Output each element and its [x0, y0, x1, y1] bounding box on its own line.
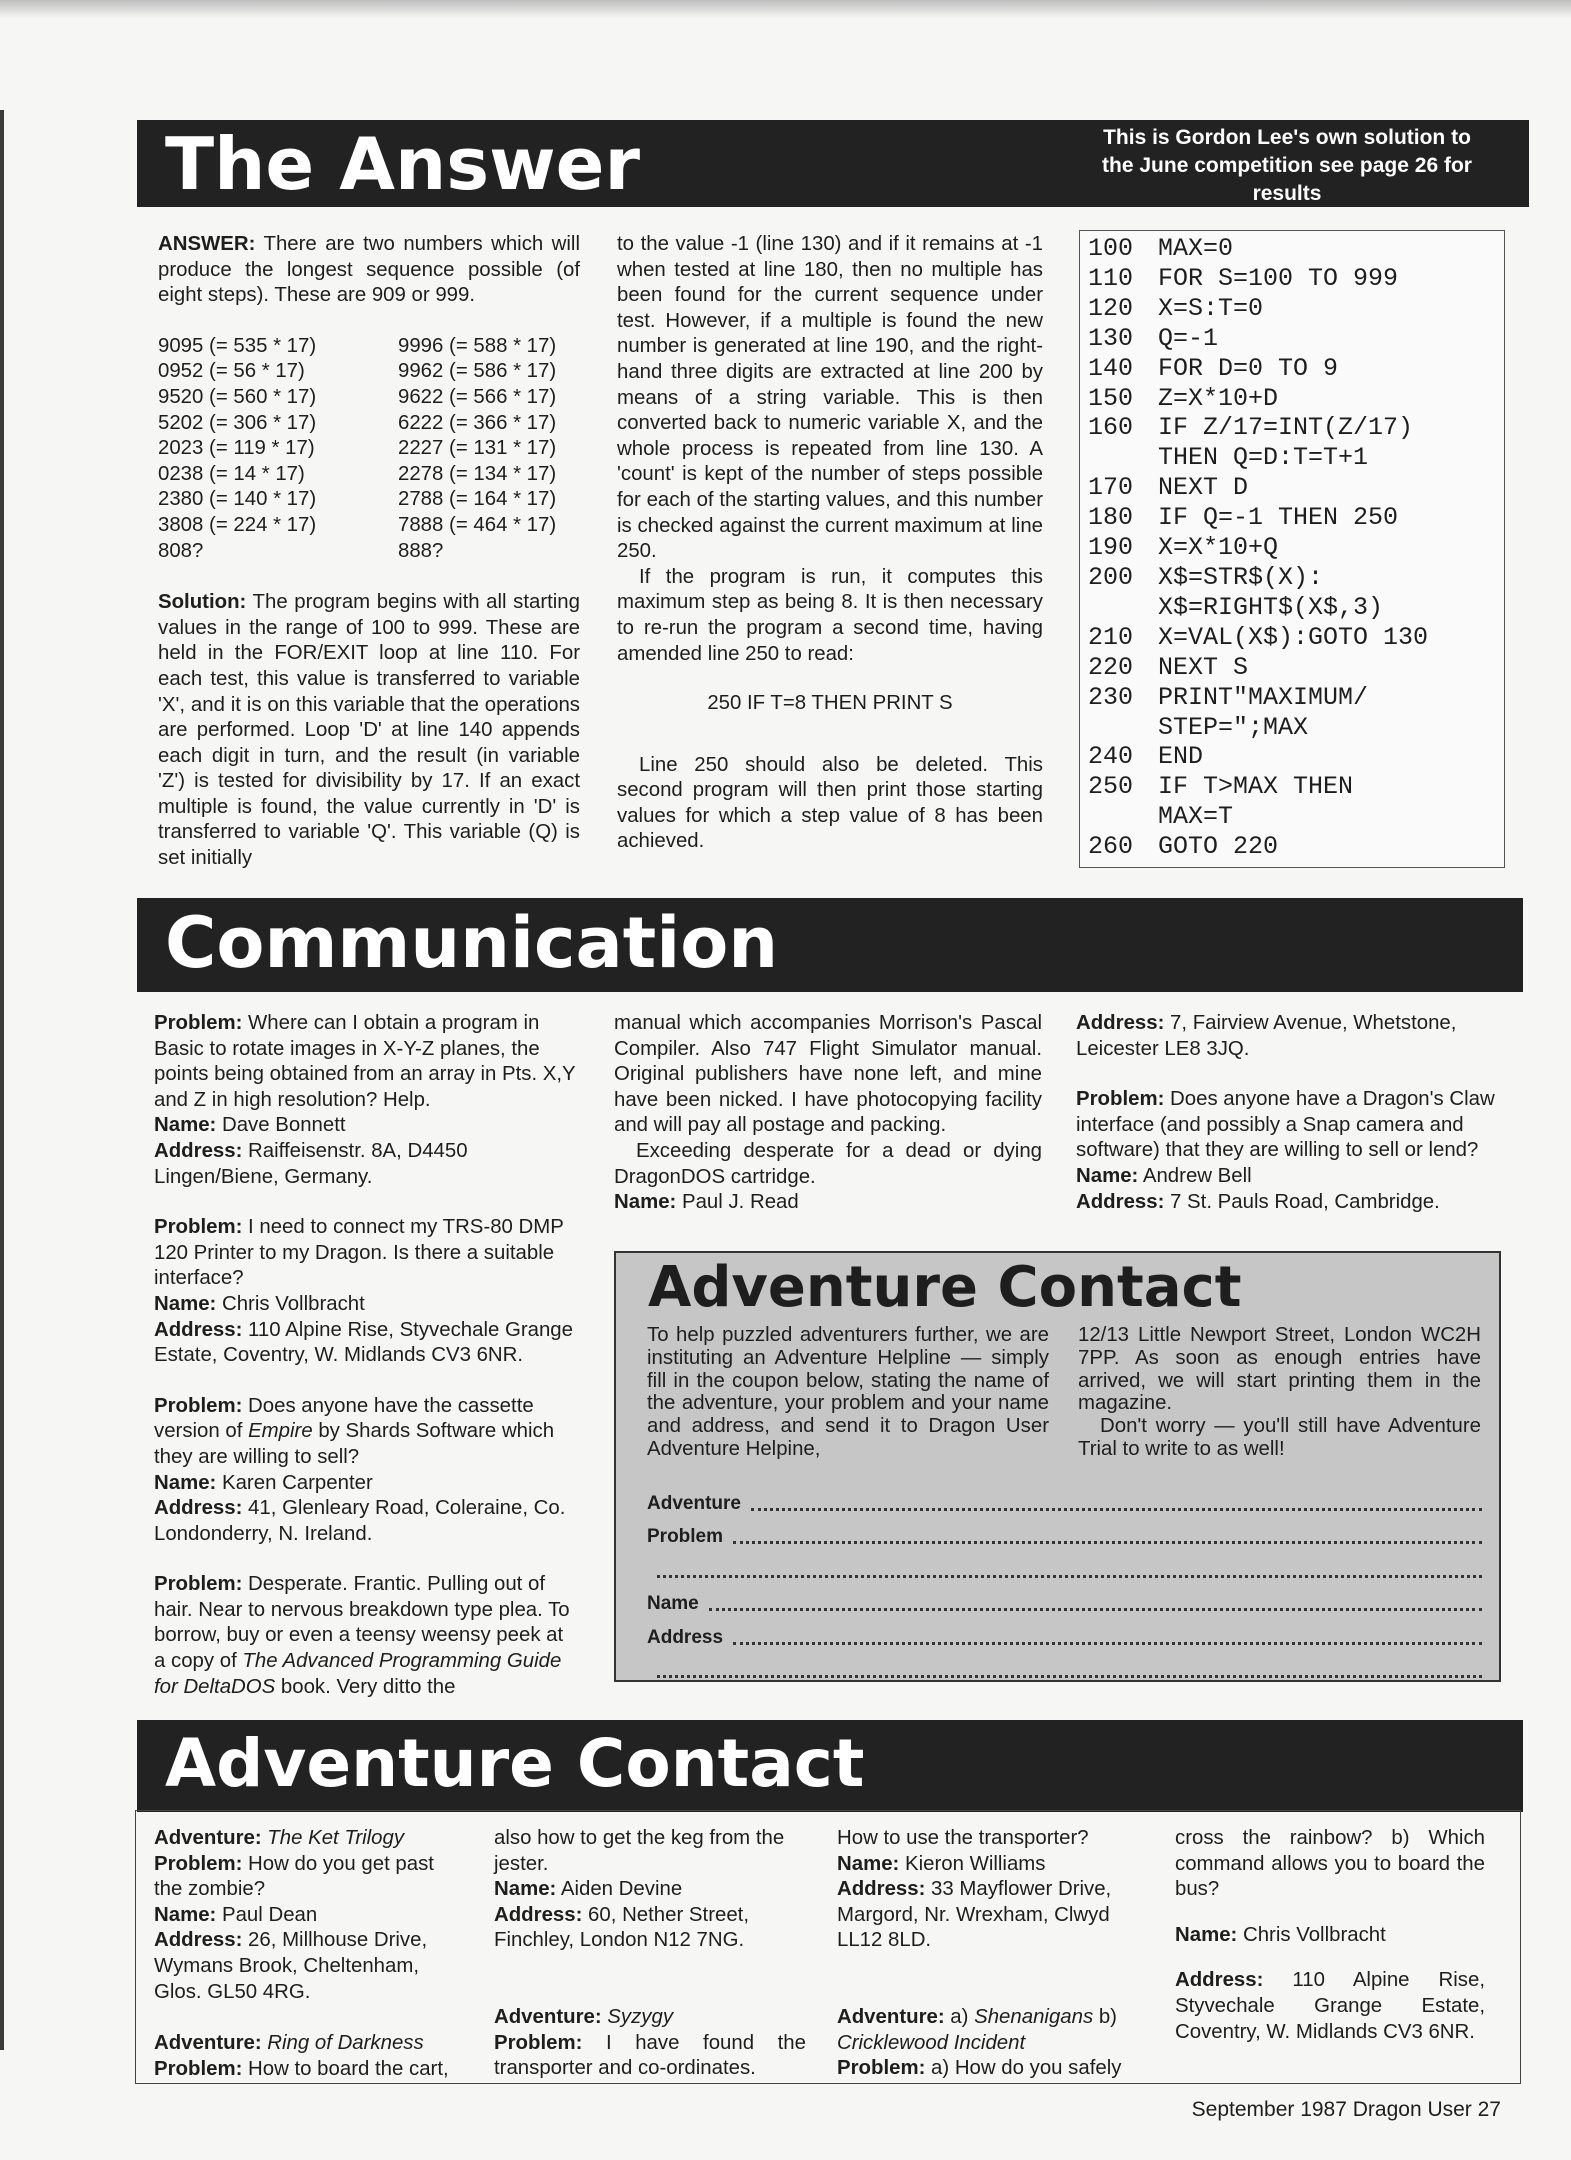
adventure-entry-1: Adventure: The Ket Trilogy Problem: How do you get past the zombie? Name: Paul Dean Address: 26, Millhouse Drive, Wymans Brook, Cheltenham, Glos. GL50 4RG.: [154, 1827, 434, 2003]
code-line-number: 200: [1088, 562, 1134, 592]
adventure-entry-2-continued: also how to get the keg from the jester. Name: Aiden Devine Address: 60, Nether Street, Finchley, London N12 7NG.: [494, 1827, 785, 1952]
letter-4-continued: manual which accompanies Morrison's Pascal Compiler. Also 747 Flight Simulator manual. Original publishers have none left, and mine have been nicked. I have photocopying facility and will pay all postage and packing. Exceeding desperate for a dead or dying DragonDOS cartridge. Name: Paul J. Read: [614, 1012, 1042, 1214]
answer-title: The Answer: [165, 122, 640, 206]
code-line-number: 170: [1088, 473, 1134, 503]
code-line-text: IF Q=-1 THEN 250: [1158, 503, 1399, 533]
code-line: [1088, 294, 1496, 324]
code-line: [1088, 533, 1496, 563]
coupon-address-field[interactable]: Address: [647, 1615, 1482, 1649]
code-line: [1088, 713, 1496, 743]
scan-edge: [0, 110, 4, 2050]
answer-para-1: to the value -1 (line 130) and if it remains at -1 when tested at line 180, then no multiple has been found for the current sequence under test. However, if a multiple is found the new number is generated at line 190, and the right-hand three digits are extracted at line 200 by means of a string variable. This is then converted back to numeric variable X, and the whole process is repeated from line 130. A 'count' is kept of the number of steps possible for each of the starting values, and this number is checked against the current maximum at line 250.: [617, 233, 1043, 563]
communication-column-1: [154, 1011, 578, 1725]
code-line-number: [1088, 713, 1158, 743]
code-line: [1088, 593, 1496, 623]
coupon-name-field[interactable]: Name: [647, 1582, 1482, 1616]
code-line-number: [1088, 593, 1158, 623]
code-line: [1088, 742, 1496, 772]
answer-code-line: 250 IF T=8 THEN PRINT S: [707, 692, 953, 715]
adventure-title: Adventure Contact: [165, 1725, 865, 1802]
code-line-text: IF T>MAX THEN: [1158, 772, 1354, 802]
code-line-text: X=X*10+Q: [1158, 533, 1279, 563]
adventure-entry-4-name: Name: Chris Vollbracht: [1175, 1923, 1386, 1946]
program-listing: [1079, 230, 1505, 868]
code-line-number: 140: [1088, 353, 1134, 383]
code-line-number: 260: [1088, 832, 1134, 862]
code-line-text: NEXT D: [1158, 473, 1249, 503]
letter-2: Problem: I need to connect my TRS-80 DMP 120 Printer to my Dragon. Is there a suitable interface? Name: Chris Vollbracht Address: 110 Alpine Rise, Styvechale Grange Estate, Coventry, W. Midlands CV3 6NR.: [154, 1216, 573, 1367]
code-line-text: Z=X*10+D: [1158, 383, 1279, 413]
code-line-number: [1088, 802, 1158, 832]
code-line: [1088, 653, 1496, 683]
adventure-column-2: [494, 1826, 806, 2107]
coupon-address-field-2[interactable]: [647, 1649, 1482, 1683]
code-line-number: 250: [1088, 772, 1134, 802]
code-line-number: 230: [1088, 682, 1134, 712]
answer-column-1: [158, 232, 580, 897]
code-line: [1088, 473, 1496, 503]
code-line-text: END: [1158, 742, 1204, 772]
code-line-text: STEP=";MAX: [1158, 712, 1309, 742]
code-line-number: 100: [1088, 234, 1134, 263]
code-line-number: 240: [1088, 742, 1134, 772]
code-line-number: 150: [1088, 383, 1134, 413]
coupon-adventure-field[interactable]: Adventure: [647, 1481, 1482, 1515]
code-line: [1088, 443, 1496, 473]
code-line-number: 220: [1088, 652, 1134, 682]
adventure-entry-2: Adventure: Ring of Darkness Problem: How to board the cart,: [154, 2032, 449, 2080]
code-line-text: NEXT S: [1158, 652, 1249, 682]
adventure-helpline-title: Adventure Contact: [648, 1255, 1242, 1320]
code-line: [1088, 413, 1496, 443]
letter-5: Problem: Does anyone have a Dragon's Claw interface (and possibly a Snap camera and software) that they are willing to sell or lend? Name: Andrew Bell Address: 7 St. Pauls Road, Cambridge.: [1076, 1088, 1495, 1213]
adventure-banner: [137, 1720, 1523, 1812]
code-line: [1088, 772, 1496, 802]
letter-1: Problem: Where can I obtain a program in Basic to rotate images in X-Y-Z planes, the points being obtained from an array in Pts. X,Y and Z in high resolution? Help. Name: Dave Bonnett Address: Raiffeisenstr. 8A, D4450 Lingen/Biene, Germany.: [154, 1012, 576, 1188]
adventure-helpline-box: [614, 1251, 1501, 1682]
communication-title: Communication: [165, 902, 779, 984]
letter-4-address: Address: 7, Fairview Avenue, Whetstone, Leicester LE8 3JQ.: [1076, 1012, 1457, 1060]
answer-intro: ANSWER: There are two numbers which will produce the longest sequence possible (of eight steps). These are 909 or 999.: [158, 233, 580, 307]
communication-column-3: [1076, 1011, 1506, 1240]
code-line-text: FOR D=0 TO 9: [1158, 353, 1339, 383]
code-line-number: 110: [1088, 263, 1134, 293]
code-line: [1088, 384, 1496, 414]
letter-4: Problem: Desperate. Frantic. Pulling out of hair. Near to nervous breakdown type plea. To borrow, buy or even a teensy weensy peek at a copy of The Advanced Programming Guide for DeltaDOS book. Very ditto the: [154, 1573, 570, 1698]
answer-column-2: [617, 232, 1043, 880]
adventure-column-4: [1175, 1826, 1485, 2070]
sequence-table: [158, 334, 580, 564]
sequence-right: 9996 (= 588 * 17) 9962 (= 586 * 17) 9622 (= 566 * 17) 6222 (= 366 * 17) 2227 (= 131 * 17) 2278 (= 134 * 17) 2788 (= 164 * 17) 7888 (= 464 * 17) 888?: [398, 334, 557, 562]
code-line-text: X=VAL(X$):GOTO 130: [1158, 622, 1429, 652]
code-line: [1088, 563, 1496, 593]
helpline-text-right: 12/13 Little Newport Street, London WC2H 7PP. As soon as enough entries have arrived, we will start printing them in the magazine. Don't worry — you'll still have Adventure Trial to write to as well!: [1078, 1324, 1481, 1460]
code-line-text: X$=RIGHT$(X$,3): [1158, 592, 1384, 622]
code-line-number: 130: [1088, 323, 1134, 353]
adventure-entry-3: Adventure: Syzygy Problem: I have found the transporter and co-ordinates.: [494, 2005, 806, 2080]
communication-banner: [137, 898, 1523, 992]
code-line-text: GOTO 220: [1158, 832, 1279, 862]
code-line: [1088, 683, 1496, 713]
code-line: [1088, 234, 1496, 264]
code-line-number: 160: [1088, 413, 1134, 443]
adventure-column-3: [837, 1826, 1149, 2107]
helpline-text-left: To help puzzled adventurers further, we are instituting an Adventure Helpline — simply fill in the coupon below, stating the name of the adventure, your problem and your name and address, and send it to Dragon User Adventure Helpine,: [647, 1324, 1049, 1460]
page-footer: September 1987 Dragon User 27: [1191, 2098, 1501, 2121]
code-line-text: FOR S=100 TO 999: [1158, 263, 1399, 293]
answer-para-2: If the program is run, it computes this maximum step as being 8. It is then necessary to re-run the program a second time, having amended line 250 to read:: [617, 565, 1043, 665]
code-line-number: [1088, 443, 1158, 473]
answer-para-3: Line 250 should also be deleted. This second program will then print those starting values for which a step value of 8 has been achieved.: [617, 753, 1043, 853]
coupon-problem-field-2[interactable]: [647, 1548, 1482, 1582]
code-line-number: 120: [1088, 293, 1134, 323]
letter-3: Problem: Does anyone have the cassette version of Empire by Shards Software which they are willing to sell? Name: Karen Carpenter Address: 41, Glenleary Road, Coleraine, Co. Londonderry, N. Ireland.: [154, 1394, 566, 1545]
solution-text: Solution: The program begins with all starting values in the range of 100 to 999. These are held in the FOR/EXIT loop at line 110. For each test, this value is transferred to variable 'X', and it is on this variable that the operations are performed. Loop 'D' at line 140 appends each digit in turn, and the result (in variable 'Z') is tested for divisibility by 17. If an exact multiple is found, the value currently in 'D' is transferred to variable 'Q'. This variable (Q) is set initially: [158, 591, 580, 870]
code-line-text: MAX=T: [1158, 802, 1234, 832]
communication-column-2: [614, 1011, 1042, 1216]
code-line: [1088, 623, 1496, 653]
code-line-text: X$=STR$(X):: [1158, 562, 1324, 592]
code-line-number: 210: [1088, 622, 1134, 652]
scan-shadow: [0, 0, 1571, 18]
sequence-left: 9095 (= 535 * 17) 0952 (= 56 * 17) 9520 (= 560 * 17) 5202 (= 306 * 17) 2023 (= 119 * 17) 0238 (= 14 * 17) 2380 (= 140 * 17) 3808 (= 224 * 17) 808?: [158, 334, 317, 562]
code-line-text: Q=-1: [1158, 323, 1219, 353]
code-line-text: THEN Q=D:T=T+1: [1158, 443, 1369, 473]
helpline-coupon: [647, 1481, 1482, 1682]
code-line: [1088, 324, 1496, 354]
code-line-text: PRINT"MAXIMUM/: [1158, 682, 1369, 712]
code-line: [1088, 503, 1496, 533]
code-line-number: 190: [1088, 533, 1134, 563]
answer-note: This is Gordon Lee's own solution to the June competition see page 26 for results: [1102, 126, 1472, 205]
code-line: [1088, 802, 1496, 832]
adventure-entry-3-continued: How to use the transporter? Name: Kieron Williams Address: 33 Mayflower Drive, Margord, Nr. Wrexham, Clwyd LL12 8LD.: [837, 1827, 1112, 1952]
code-line: [1088, 832, 1496, 862]
code-line: [1088, 264, 1496, 294]
code-line-text: IF Z/17=INT(Z/17): [1158, 413, 1414, 443]
code-line: [1088, 354, 1496, 384]
adventure-column-1: [154, 1826, 464, 2107]
coupon-problem-field[interactable]: Problem: [647, 1515, 1482, 1549]
adventure-entry-4-address: Address: 110 Alpine Rise, Styvechale Grange Estate, Coventry, W. Midlands CV3 6NR.: [1175, 1969, 1485, 2043]
code-line-text: X=S:T=0: [1158, 293, 1264, 323]
code-line-text: MAX=0: [1158, 234, 1234, 263]
code-line-number: 180: [1088, 503, 1134, 533]
adventure-entry-4-continued: cross the rainbow? b) Which command allows you to board the bus?: [1175, 1827, 1485, 1901]
answer-banner: [137, 120, 1529, 207]
adventure-entry-4: Adventure: a) Shenanigans b) Cricklewood Incident Problem: a) How do you safely: [837, 2005, 1122, 2080]
